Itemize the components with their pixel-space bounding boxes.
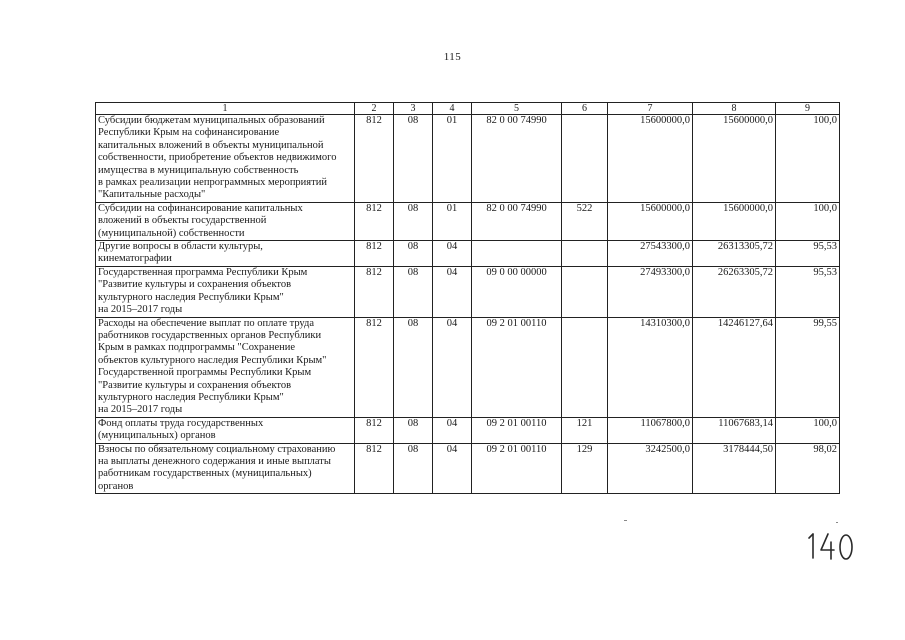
execution-percent: 95,53 (776, 266, 840, 317)
planned-amount: 11067800,0 (608, 417, 693, 443)
target-article-code: 09 0 00 00000 (472, 266, 562, 317)
target-article-code: 09 2 01 00110 (472, 443, 562, 494)
subsection-code: 01 (433, 202, 472, 240)
header-cell-1: 1 (96, 103, 355, 115)
table-row (96, 266, 840, 317)
expense-type-code (562, 115, 608, 203)
actual-amount: 3178444,50 (693, 443, 776, 494)
row-description: Субсидии бюджетам муниципальных образований Республики Крым на софинансирование капитальных вложений в объекты муниципальной собственности, приобретение объектов недвижимого имущества в муниципальную собственность в рамках реализации непрограммных мероприятий "Капитальные расходы" (96, 115, 355, 203)
target-article-code: 09 2 01 00110 (472, 317, 562, 417)
execution-percent: 100,0 (776, 202, 840, 240)
header-row (96, 103, 840, 115)
execution-percent: 100,0 (776, 417, 840, 443)
target-article-code (472, 241, 562, 267)
planned-amount: 3242500,0 (608, 443, 693, 494)
expense-type-code (562, 266, 608, 317)
subsection-code: 01 (433, 115, 472, 203)
target-article-code: 82 0 00 74990 (472, 115, 562, 203)
table-row (96, 417, 840, 443)
scan-speck (624, 520, 627, 521)
page-number: 115 (443, 51, 462, 63)
header-cell-7: 7 (608, 103, 693, 115)
section-code: 08 (394, 317, 433, 417)
header-cell-5: 5 (472, 103, 562, 115)
planned-amount: 15600000,0 (608, 202, 693, 240)
row-description: Расходы на обеспечение выплат по оплате труда работников государственных органов Республики Крым в рамках подпрограммы "Сохранение объектов культурного наследия Республики Крым" Государственной программы Республики Крым "Развитие культуры и сохранения объектов культурного наследия Республики Крым" на 2015–2017 годы (96, 317, 355, 417)
header-cell-6: 6 (562, 103, 608, 115)
scan-speck (836, 522, 838, 523)
ministry-code: 812 (355, 266, 394, 317)
ministry-code: 812 (355, 317, 394, 417)
expense-type-code: 129 (562, 443, 608, 494)
budget-table (95, 102, 840, 494)
subsection-code: 04 (433, 443, 472, 494)
row-description: Фонд оплаты труда государственных (муниципальных) органов (96, 417, 355, 443)
actual-amount: 11067683,14 (693, 417, 776, 443)
planned-amount: 27493300,0 (608, 266, 693, 317)
subsection-code: 04 (433, 241, 472, 267)
subsection-code: 04 (433, 266, 472, 317)
ministry-code: 812 (355, 115, 394, 203)
table-row (96, 241, 840, 267)
handwritten-page-number (800, 528, 860, 564)
header-cell-8: 8 (693, 103, 776, 115)
section-code: 08 (394, 241, 433, 267)
subsection-code: 04 (433, 417, 472, 443)
planned-amount: 14310300,0 (608, 317, 693, 417)
execution-percent: 98,02 (776, 443, 840, 494)
ministry-code: 812 (355, 417, 394, 443)
actual-amount: 26313305,72 (693, 241, 776, 267)
ministry-code: 812 (355, 443, 394, 494)
planned-amount: 15600000,0 (608, 115, 693, 203)
table-row (96, 115, 840, 203)
header-cell-3: 3 (394, 103, 433, 115)
expense-type-code (562, 241, 608, 267)
row-description: Взносы по обязательному социальному страхованию на выплаты денежного содержания и иные выплаты работникам государственных (муниципальных) органов (96, 443, 355, 494)
expense-type-code: 121 (562, 417, 608, 443)
actual-amount: 15600000,0 (693, 115, 776, 203)
execution-percent: 99,55 (776, 317, 840, 417)
header-cell-9: 9 (776, 103, 840, 115)
expense-type-code: 522 (562, 202, 608, 240)
target-article-code: 82 0 00 74990 (472, 202, 562, 240)
execution-percent: 100,0 (776, 115, 840, 203)
section-code: 08 (394, 443, 433, 494)
table-row (96, 202, 840, 240)
row-description: Субсидии на софинансирование капитальных вложений в объекты государственной (муниципальной) собственности (96, 202, 355, 240)
handwritten-140-mark (800, 528, 860, 564)
section-code: 08 (394, 417, 433, 443)
planned-amount: 27543300,0 (608, 241, 693, 267)
execution-percent: 95,53 (776, 241, 840, 267)
actual-amount: 14246127,64 (693, 317, 776, 417)
table-row (96, 317, 840, 417)
section-code: 08 (394, 266, 433, 317)
ministry-code: 812 (355, 241, 394, 267)
section-code: 08 (394, 115, 433, 203)
header-cell-4: 4 (433, 103, 472, 115)
row-description: Государственная программа Республики Крым "Развитие культуры и сохранения объектов культурного наследия Республики Крым" на 2015–2017 годы (96, 266, 355, 317)
actual-amount: 15600000,0 (693, 202, 776, 240)
table-row (96, 443, 840, 494)
actual-amount: 26263305,72 (693, 266, 776, 317)
subsection-code: 04 (433, 317, 472, 417)
target-article-code: 09 2 01 00110 (472, 417, 562, 443)
row-description: Другие вопросы в области культуры, кинематографии (96, 241, 355, 267)
ministry-code: 812 (355, 202, 394, 240)
section-code: 08 (394, 202, 433, 240)
header-cell-2: 2 (355, 103, 394, 115)
expense-type-code (562, 317, 608, 417)
